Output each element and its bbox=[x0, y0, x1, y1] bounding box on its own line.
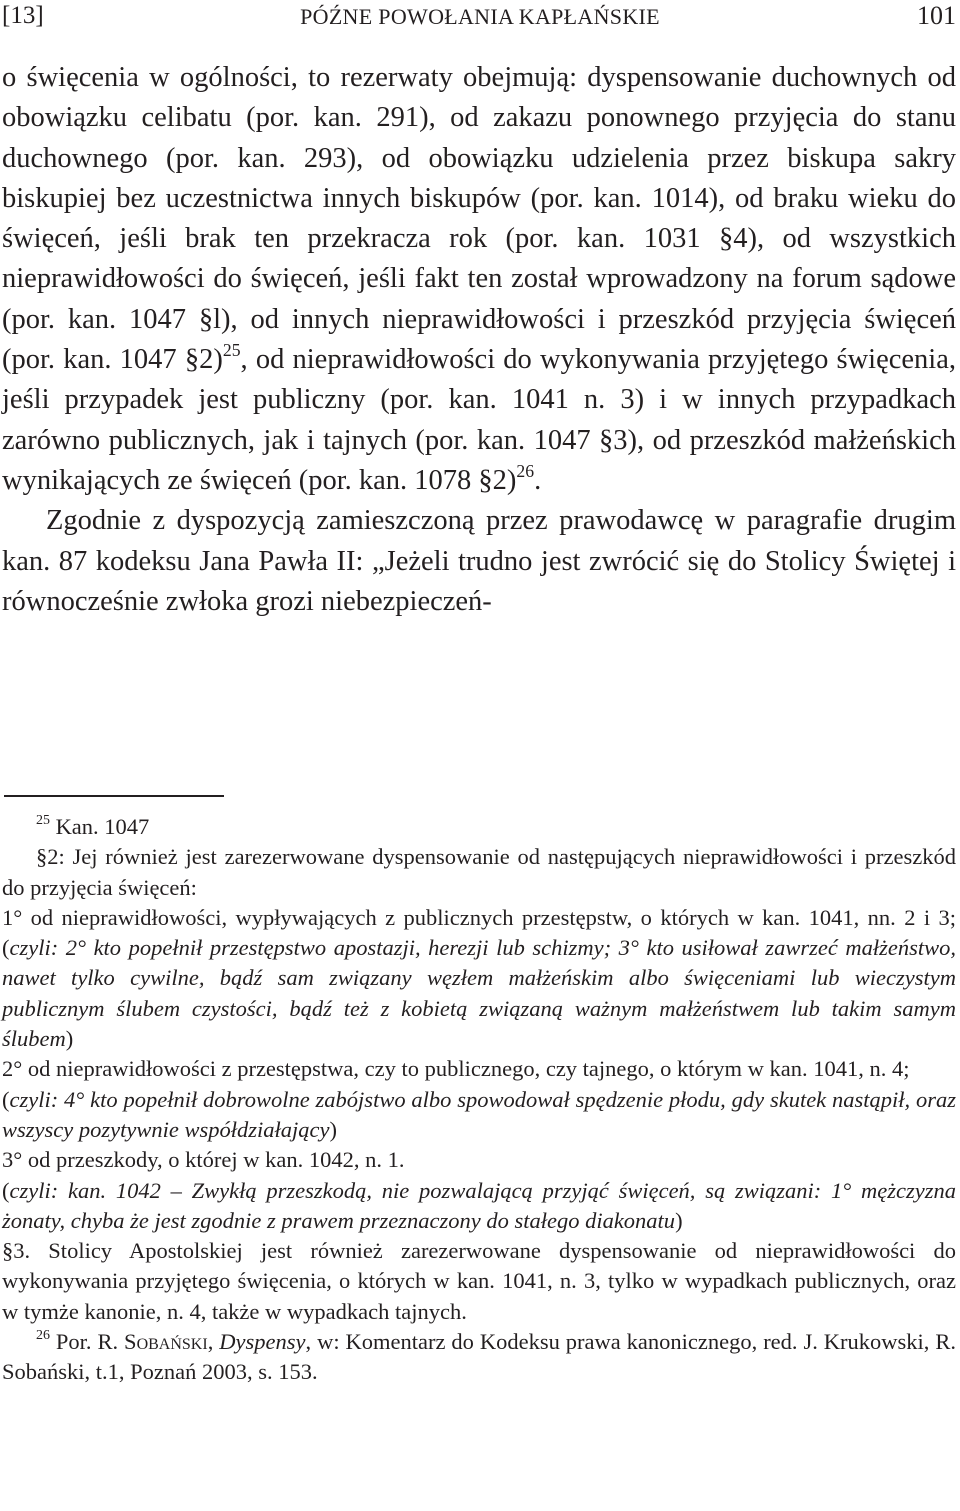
footnote-25-line-5-a: ( bbox=[2, 1086, 10, 1112]
footnote-25-line-7-a: ( bbox=[2, 1177, 10, 1203]
footnote-26-title: Dyspensy bbox=[219, 1329, 306, 1355]
footnote-25-line-1: Kan. 1047 bbox=[55, 814, 150, 839]
footnote-25-line-3-italic: czyli: 2° kto popełnił przestępstwo apostazji, herezji lub schizmy; 3° kto usiłował zawrzeć małżeństwo, nawet tylko cywilne, bądź sam związany węzłem małżeńskim albo święceniami lub wieczystym publicznym ślubem czystości, bądź też z kobietą związaną ważnym małżeństwem lub takim samym ślubem bbox=[2, 935, 956, 1052]
footnote-26-sep: , bbox=[207, 1329, 220, 1355]
footnote-25-line-5-italic: czyli: 4° kto popełnił dobrowolne zabójstwo albo spowodował spędzenie płodu, gdy skutek nastąpił, oraz wszyscy pozytywnie współdziałający bbox=[2, 1086, 956, 1142]
footnote-25-line-8: §3. Stolicy Apostolskiej jest również zarezerwowane dyspensowanie od nieprawidłowości do wykonywania przyjętego święcenia, o których w kan. 1041, n. 3, tylko w wypadkach publicznych, oraz w tymże kanonie, n. 4, także w wypadkach tajnych. bbox=[2, 1238, 956, 1324]
paragraph-2: Zgodnie z dyspozycją zamieszczoną przez prawodawcę w paragrafie drugim kan. 87 kodeksu Jana Pawła II: „Jeżeli trudno jest zwrócić się do Stolicy Świętej i równocześnie zwłoka grozi niebezpieczeń- bbox=[2, 505, 956, 617]
running-header bbox=[0, 0, 960, 36]
footnote-26-author-initial: S bbox=[124, 1329, 137, 1355]
footnote-25-line-7-b: ) bbox=[675, 1207, 683, 1233]
footnote-25-line-6: 3° od przeszkody, o której w kan. 1042, n. 1. bbox=[2, 1147, 405, 1173]
paragraph-1-text-b: , od nieprawidłowości do wykonywania przyjętego święcenia, jeśli przypadek jest publiczny (por. kan. 1041 n. 3) i w innych przypadkach zarówno publicznych, jak i tajnych (por. kan. 1047 §3), od przeszkód małżeńskich wynikających ze święceń (por. kan. 1078 §2) bbox=[2, 344, 956, 496]
paragraph-1 bbox=[2, 58, 956, 501]
paragraph-1-text-a: o święcenia w ogólności, to rezerwaty obejmują: dyspensowanie duchownych od obowiązku celibatu (por. kan. 291), od zakazu ponownego przyjęcia do stanu duchownego (por. kan. 293), od obowiązku udzielenia przez biskupa sakry biskupiej bez uczestnictwa innych biskupów (por. kan. 1014), od braku wieku do święceń, jeśli brak ten przekracza rok (por. kan. 1031 §4), od wszystkich nieprawidłowości do święceń, jeśli fakt ten został wprowadzony na forum sądowe (por. kan. 1047 §l), od innych nieprawidłowości i przeszkód przyjęcia święceń (por. kan. 1047 §2) bbox=[2, 62, 956, 376]
footnote-26-rest: , w: Komentarz do Kodeksu prawa kanonicznego, red. J. Krukowski, R. Sobański, t.1, Poznań 2003, s. 153. bbox=[2, 1329, 957, 1385]
footnote-25-line-5 bbox=[2, 1085, 956, 1146]
footnote-25-line-3-b: ) bbox=[65, 1026, 74, 1052]
footnote-25-line-4: 2° od nieprawidłowości z przestępstwa, czy to publicznego, czy tajnego, o którym w kan. 1041, n. 4; bbox=[2, 1056, 910, 1082]
footnotes bbox=[2, 812, 956, 1388]
footnote-26-number: 26 bbox=[36, 1328, 50, 1344]
footnote-26 bbox=[2, 1327, 956, 1388]
footnote-25-line-5-b: ) bbox=[329, 1116, 337, 1142]
footnote-26-author: obański bbox=[136, 1329, 208, 1355]
footnote-25-line-2: §2: Jej również jest zarezerwowane dyspensowanie od następujących nieprawidłowości i przeszkód do przyjęcia święceń: bbox=[2, 844, 956, 900]
footnote-26-pre: Por. R. bbox=[55, 1329, 125, 1355]
footnote-25-line-3-a: 1° od nieprawidłowości, wypływających z publicznych przestępstw, o których w kan. 1041, nn. 2 i 3; ( bbox=[2, 904, 956, 961]
footnote-ref-26[interactable]: 26 bbox=[516, 460, 535, 481]
footnote-25-number: 25 bbox=[36, 813, 50, 829]
main-text bbox=[2, 58, 956, 622]
page-number: 101 bbox=[917, 1, 956, 30]
footnote-25-line-7-italic: czyli: kan. 1042 – Zwykłą przeszkodą, nie pozwalającą przyjąć święceń, są związani: 1° mężczyzna żonaty, chyba że jest zgodnie z prawem przeznaczony do stałego diakonatu bbox=[2, 1177, 956, 1233]
paragraph-1-text-c: . bbox=[534, 464, 542, 496]
footnote-25-heading bbox=[2, 812, 956, 842]
section-marker: [13] bbox=[2, 2, 44, 29]
footnote-separator bbox=[4, 795, 224, 797]
footnote-25-line-7 bbox=[2, 1176, 956, 1237]
footnote-ref-25[interactable]: 25 bbox=[222, 339, 241, 360]
running-title: PÓŹNE POWOŁANIA KAPŁAŃSKIE bbox=[300, 4, 660, 29]
footnote-25-line-3 bbox=[2, 903, 956, 1054]
